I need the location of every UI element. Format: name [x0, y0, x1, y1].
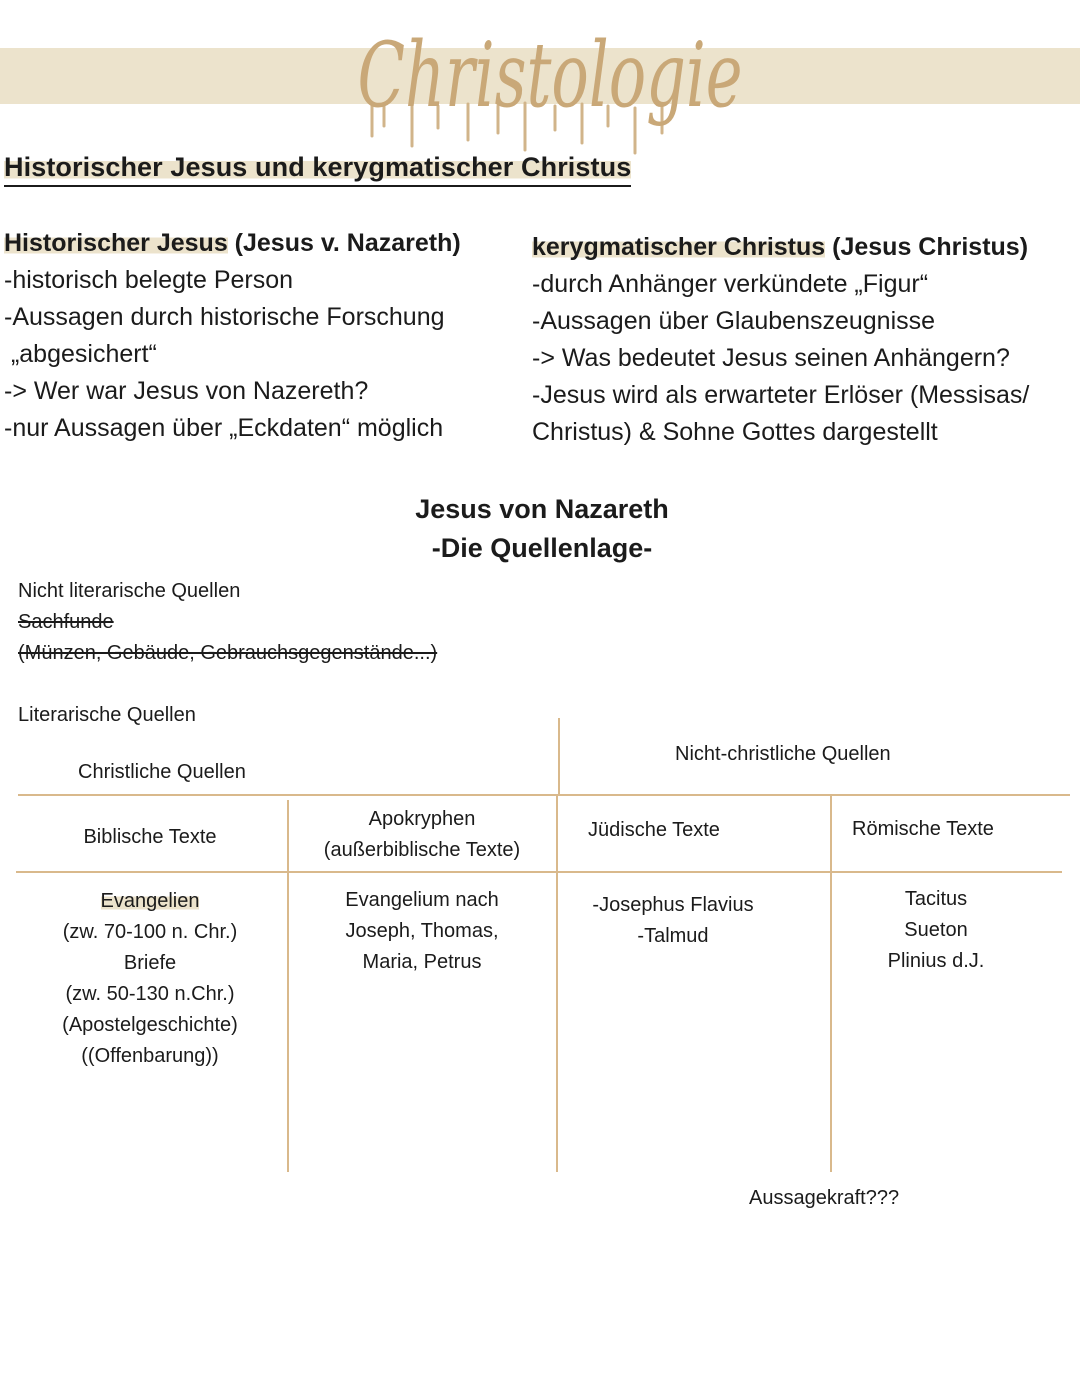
header-apokryphen — [291, 804, 553, 866]
divider-vertical-1 — [287, 800, 289, 1172]
section-heading — [4, 152, 631, 187]
header-apokryphen-line1: Apokryphen — [368, 808, 476, 830]
struck-finds-examples: (Münzen, Gebäude, Gebrauchsgegenstände...) — [18, 642, 438, 664]
divider-vertical-3 — [830, 796, 832, 1172]
divider-vertical-2 — [556, 796, 558, 1172]
roman-line: Plinius d.J. — [887, 950, 985, 972]
left-line: -nur Aussagen über „Eckdaten“ möglich — [4, 414, 444, 442]
historical-jesus-heading — [4, 225, 524, 262]
biblical-line: (zw. 70-100 n. Chr.) — [62, 921, 238, 943]
sources-heading-line2: -Die Quellenlage- — [431, 533, 653, 563]
apokryphen-cell — [291, 885, 553, 978]
struck-finds: Sachfunde — [18, 611, 114, 633]
kerygmatic-christ-heading — [532, 229, 1080, 266]
jewish-line: -Josephus Flavius — [592, 894, 754, 916]
title-script — [350, 8, 750, 158]
footer-note: Aussagekraft??? — [749, 1187, 900, 1209]
biblical-line: (zw. 50-130 n.Chr.) — [65, 983, 235, 1005]
section-heading-text: Historischer Jesus und kerygmatischer Christus — [4, 152, 632, 182]
left-line: -Aussagen durch historische Forschung — [4, 303, 445, 331]
header-roman: Römische Texte — [852, 818, 994, 840]
non-literary-label: Nicht literarische Quellen — [18, 580, 241, 602]
roman-line: Tacitus — [904, 888, 968, 910]
header-biblical: Biblische Texte — [83, 826, 217, 848]
sources-heading-line1: Jesus von Nazareth — [415, 494, 669, 524]
biblical-cell — [20, 886, 280, 1072]
page-title: Christologie — [357, 23, 743, 128]
left-line: -historisch belegte Person — [4, 266, 294, 294]
roman-line: Sueton — [904, 919, 968, 941]
right-line: -> Was bedeutet Jesus seinen Anhängern? — [532, 344, 1010, 372]
divider-top-vertical — [558, 718, 560, 794]
historical-jesus-column — [4, 225, 524, 447]
header-jewish: Jüdische Texte — [588, 819, 720, 841]
right-line: -Jesus wird als erwarteter Erlöser (Messisas/ — [532, 381, 1030, 409]
right-line: -Aussagen über Glaubenszeugnisse — [532, 307, 936, 335]
sources-heading — [0, 490, 1084, 568]
header-apokryphen-line2: (außerbiblische Texte) — [323, 839, 521, 861]
divider-horizontal-1 — [18, 794, 1070, 796]
historical-jesus-heading-rest: (Jesus v. Nazareth) — [227, 229, 461, 257]
apokryphen-line: Evangelium nach — [345, 889, 499, 911]
non-literary-sources — [18, 576, 437, 669]
left-line: -> Wer war Jesus von Nazereth? — [4, 377, 369, 405]
non-christian-sources-label: Nicht-christliche Quellen — [675, 743, 891, 765]
divider-horizontal-2 — [16, 871, 1062, 873]
biblical-line: (Apostelgeschichte) — [62, 1014, 238, 1036]
evangelien-highlight: Evangelien — [100, 890, 200, 912]
kerygmatic-christ-column — [532, 229, 1080, 451]
roman-cell — [836, 884, 1036, 977]
jewish-line: -Talmud — [637, 925, 709, 947]
left-line: „abgesichert“ — [4, 340, 157, 368]
biblical-line: Briefe — [123, 952, 177, 974]
literary-label: Literarische Quellen — [18, 704, 196, 726]
kerygmatic-christ-heading-rest: (Jesus Christus) — [825, 233, 1029, 261]
apokryphen-line: Joseph, Thomas, — [345, 920, 499, 942]
right-line: -durch Anhänger verkündete „Figur“ — [532, 270, 929, 298]
apokryphen-line: Maria, Petrus — [362, 951, 482, 973]
historical-jesus-heading-highlight: Historischer Jesus — [4, 229, 228, 257]
kerygmatic-christ-heading-highlight: kerygmatischer Christus — [532, 233, 826, 261]
jewish-cell — [562, 890, 784, 952]
biblical-line: ((Offenbarung)) — [81, 1045, 219, 1067]
right-line: Christus) & Sohne Gottes dargestellt — [532, 418, 938, 446]
christian-sources-label: Christliche Quellen — [78, 761, 246, 783]
